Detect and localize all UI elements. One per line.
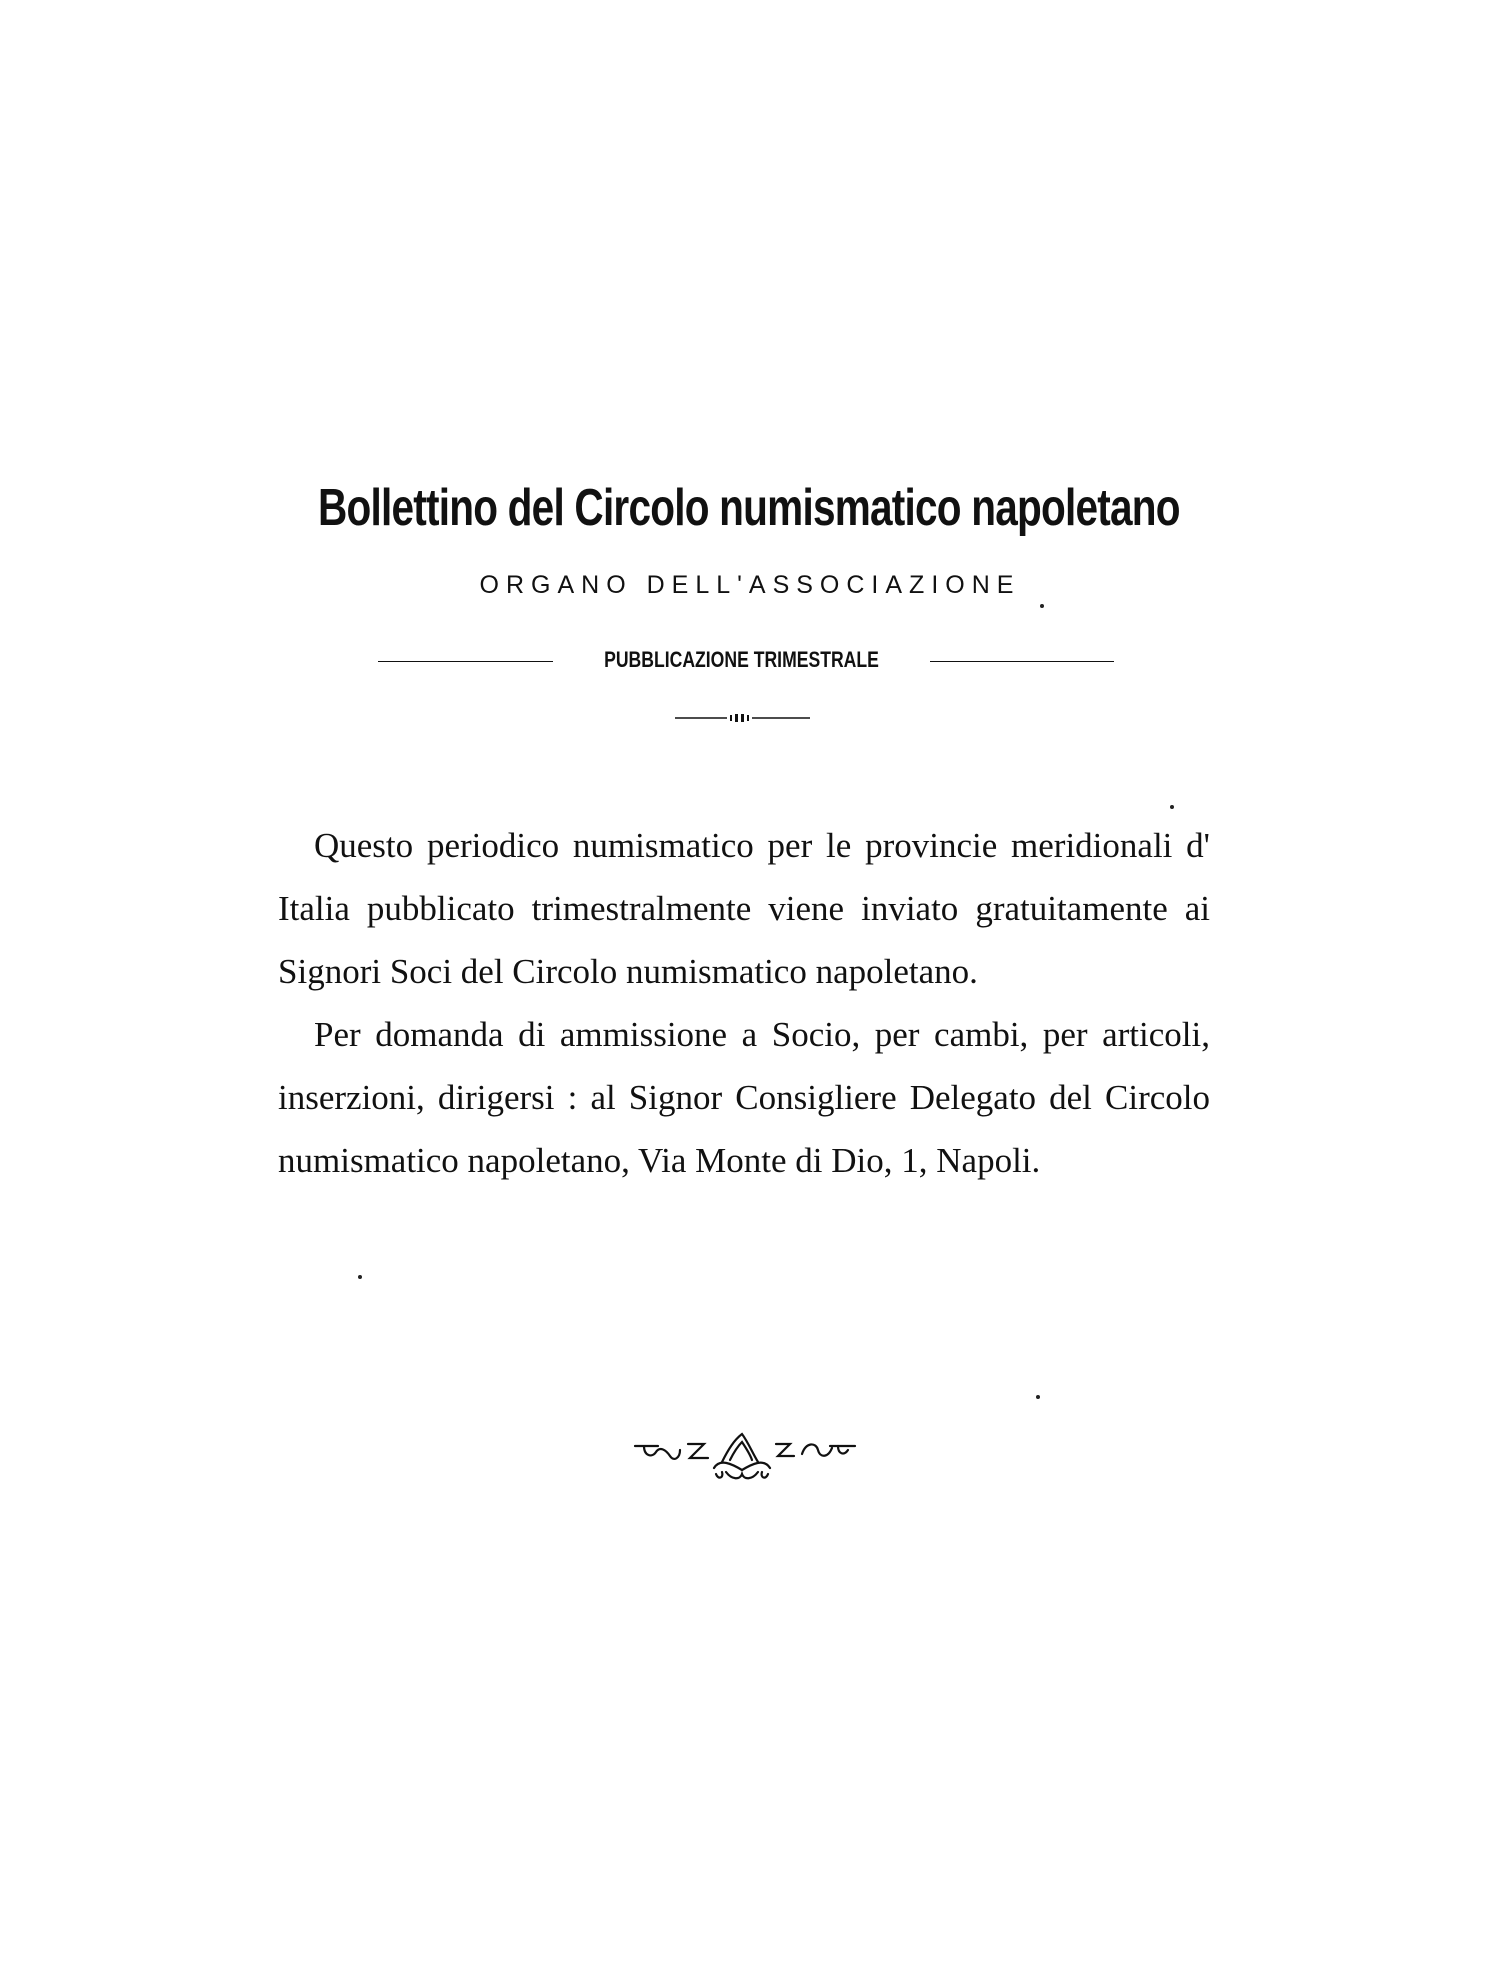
intro-paragraph: Questo periodico numismatico per le provincie meridionali d' Italia pubblicato trimestralmente viene inviato gratuitamente ai Signori Soci del Circolo numismatico napoletano. xyxy=(278,826,1210,991)
decorative-tailpiece-icon xyxy=(630,1428,860,1488)
print-speck xyxy=(1170,805,1174,809)
right-rule xyxy=(930,661,1114,662)
print-speck xyxy=(1036,1395,1040,1399)
publication-frequency-label: PUBBLICAZIONE TRIMESTRALE xyxy=(604,647,879,672)
body-text xyxy=(278,814,1210,1192)
journal-subtitle: ORGANO DELL'ASSOCIAZIONE xyxy=(479,571,1021,599)
print-speck xyxy=(1040,604,1044,608)
publication-frequency-line xyxy=(378,647,1114,677)
left-rule xyxy=(378,661,553,662)
print-speck xyxy=(358,1275,362,1279)
small-rule-ornament-icon xyxy=(675,712,810,724)
contact-paragraph: Per domanda di ammissione a Socio, per cambi, per articoli, inserzioni, dirigersi : al Signor Consigliere Delegato del Circolo numismatico napoletano, Via Monte di Dio, 1, Napoli. xyxy=(278,1015,1210,1180)
journal-title: Bollettino del Circolo numismatico napoletano xyxy=(317,479,1180,537)
